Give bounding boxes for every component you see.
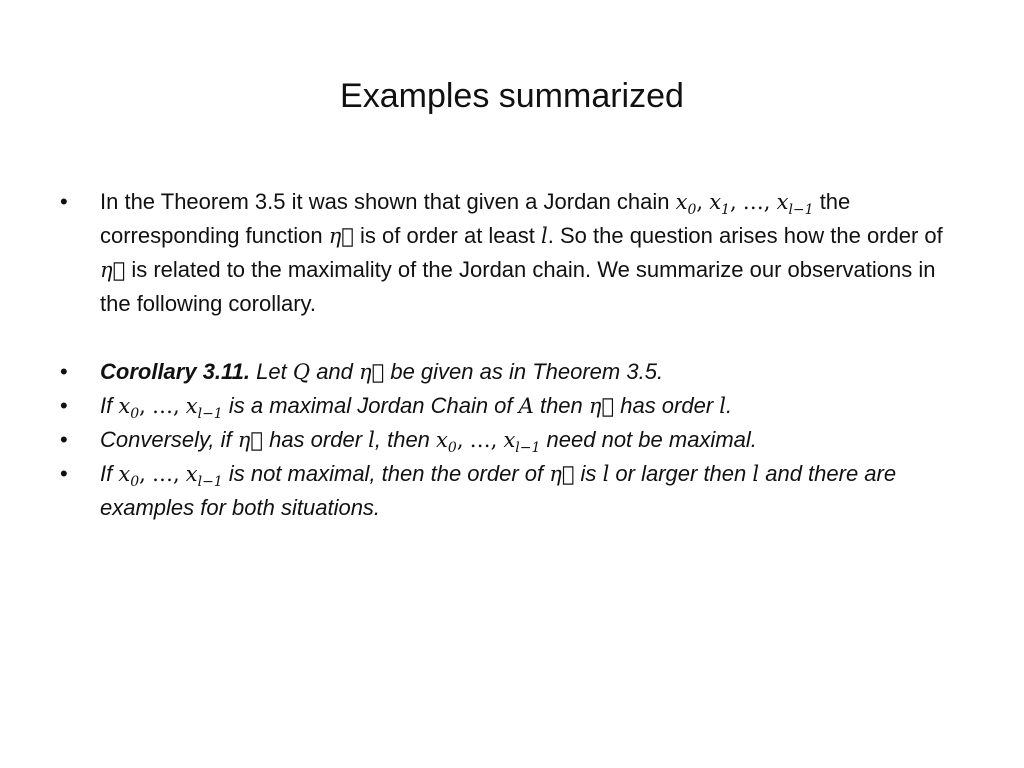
text: and <box>316 359 353 384</box>
text: is not maximal, then the order of <box>228 461 544 486</box>
text: . So the question arises how the order of <box>547 223 943 248</box>
math-xl-1: $x_{l-1}$ <box>185 462 223 491</box>
text: be given as in Theorem 3.5. <box>390 359 664 384</box>
bullet-dot-icon: • <box>60 359 68 384</box>
math-ellipsis: … <box>742 190 764 214</box>
text: is a maximal Jordan Chain of <box>228 393 513 418</box>
text: is related to the maximality of the Jordan chain. We summarize our observations in the following corollary. <box>100 257 936 316</box>
math-x0: $x_0$ <box>436 428 457 457</box>
bullet-list <box>60 185 960 525</box>
text: Let <box>256 359 287 384</box>
math-eta: η⃗ <box>359 360 385 384</box>
bullet-dot-icon: • <box>60 393 68 418</box>
text: If <box>100 393 113 418</box>
text: If <box>100 461 113 486</box>
bullet-item-conversely: • Conversely, if η⃗ has order l, then $x_0$, …, $x_{l-1}$ need not be maximal. <box>60 423 960 457</box>
math-x1: $x_1$ <box>709 190 730 219</box>
math-xl-1: $x_{l-1}$ <box>185 394 223 423</box>
text: and there are examples for both situations. <box>100 461 897 520</box>
bullet-item-theorem: • In the Theorem 3.5 it was shown that given a Jordan chain $x_0$, $x_1$, …, $x_{l-1}$ the corresponding function η⃗ is of order at least l. So the question arises how the order of η⃗ is related to the maximality of the Jordan chain. We summarize our observations in the following corollary. <box>60 185 960 321</box>
math-eta: η⃗ <box>100 258 126 282</box>
text: In the Theorem 3.5 it was shown that given a Jordan chain <box>100 189 670 214</box>
text: is of order at least <box>360 223 535 248</box>
bullet-item-not-maximal: • If $x_0$, …, $x_{l-1}$ is not maximal, then the order of η⃗ is l or larger then l and there are examples for both situations. <box>60 457 960 525</box>
text: . <box>726 393 733 418</box>
corollary-label: Corollary 3.11. <box>100 359 250 384</box>
math-l: l <box>368 428 375 452</box>
math-l: l <box>602 462 610 486</box>
bullet-dot-icon: • <box>60 427 68 452</box>
text: , then <box>374 427 430 452</box>
math-l: l <box>719 394 727 418</box>
math-ellipsis: … <box>151 394 173 418</box>
math-ellipsis: … <box>469 428 491 452</box>
text: is <box>580 461 597 486</box>
math-eta: η⃗ <box>328 224 354 248</box>
text: then <box>539 393 583 418</box>
text: has order <box>620 393 714 418</box>
bullet-dot-icon: • <box>60 189 68 214</box>
text: need not be maximal. <box>546 427 757 452</box>
text: has order <box>269 427 363 452</box>
math-l: l <box>541 224 548 248</box>
math-l: l <box>752 462 760 486</box>
math-x0: $x_0$ <box>675 190 697 219</box>
bullet-item-corollary <box>60 355 960 389</box>
math-xl-1: $x_{l-1}$ <box>776 190 814 219</box>
math-eta: η⃗ <box>588 394 615 418</box>
math-x0: $x_0$ <box>118 394 140 423</box>
text: the corresponding function <box>100 189 851 248</box>
math-x0: $x_0$ <box>118 462 140 491</box>
bullet-dot-icon: • <box>60 461 68 486</box>
text: Conversely, if <box>100 427 232 452</box>
math-ellipsis: … <box>151 462 173 486</box>
math-A: A <box>518 394 534 418</box>
math-Q: Q <box>292 360 311 384</box>
math-xl-1: $x_{l-1}$ <box>503 428 541 457</box>
math-eta: η⃗ <box>549 462 575 486</box>
text: or larger then <box>615 461 747 486</box>
bullet-item-maximal: • If $x_0$, …, $x_{l-1}$ is a maximal Jordan Chain of A then η⃗ has order l. <box>60 389 960 423</box>
math-eta: η⃗ <box>237 428 263 452</box>
slide-title: Examples summarized <box>340 77 684 115</box>
